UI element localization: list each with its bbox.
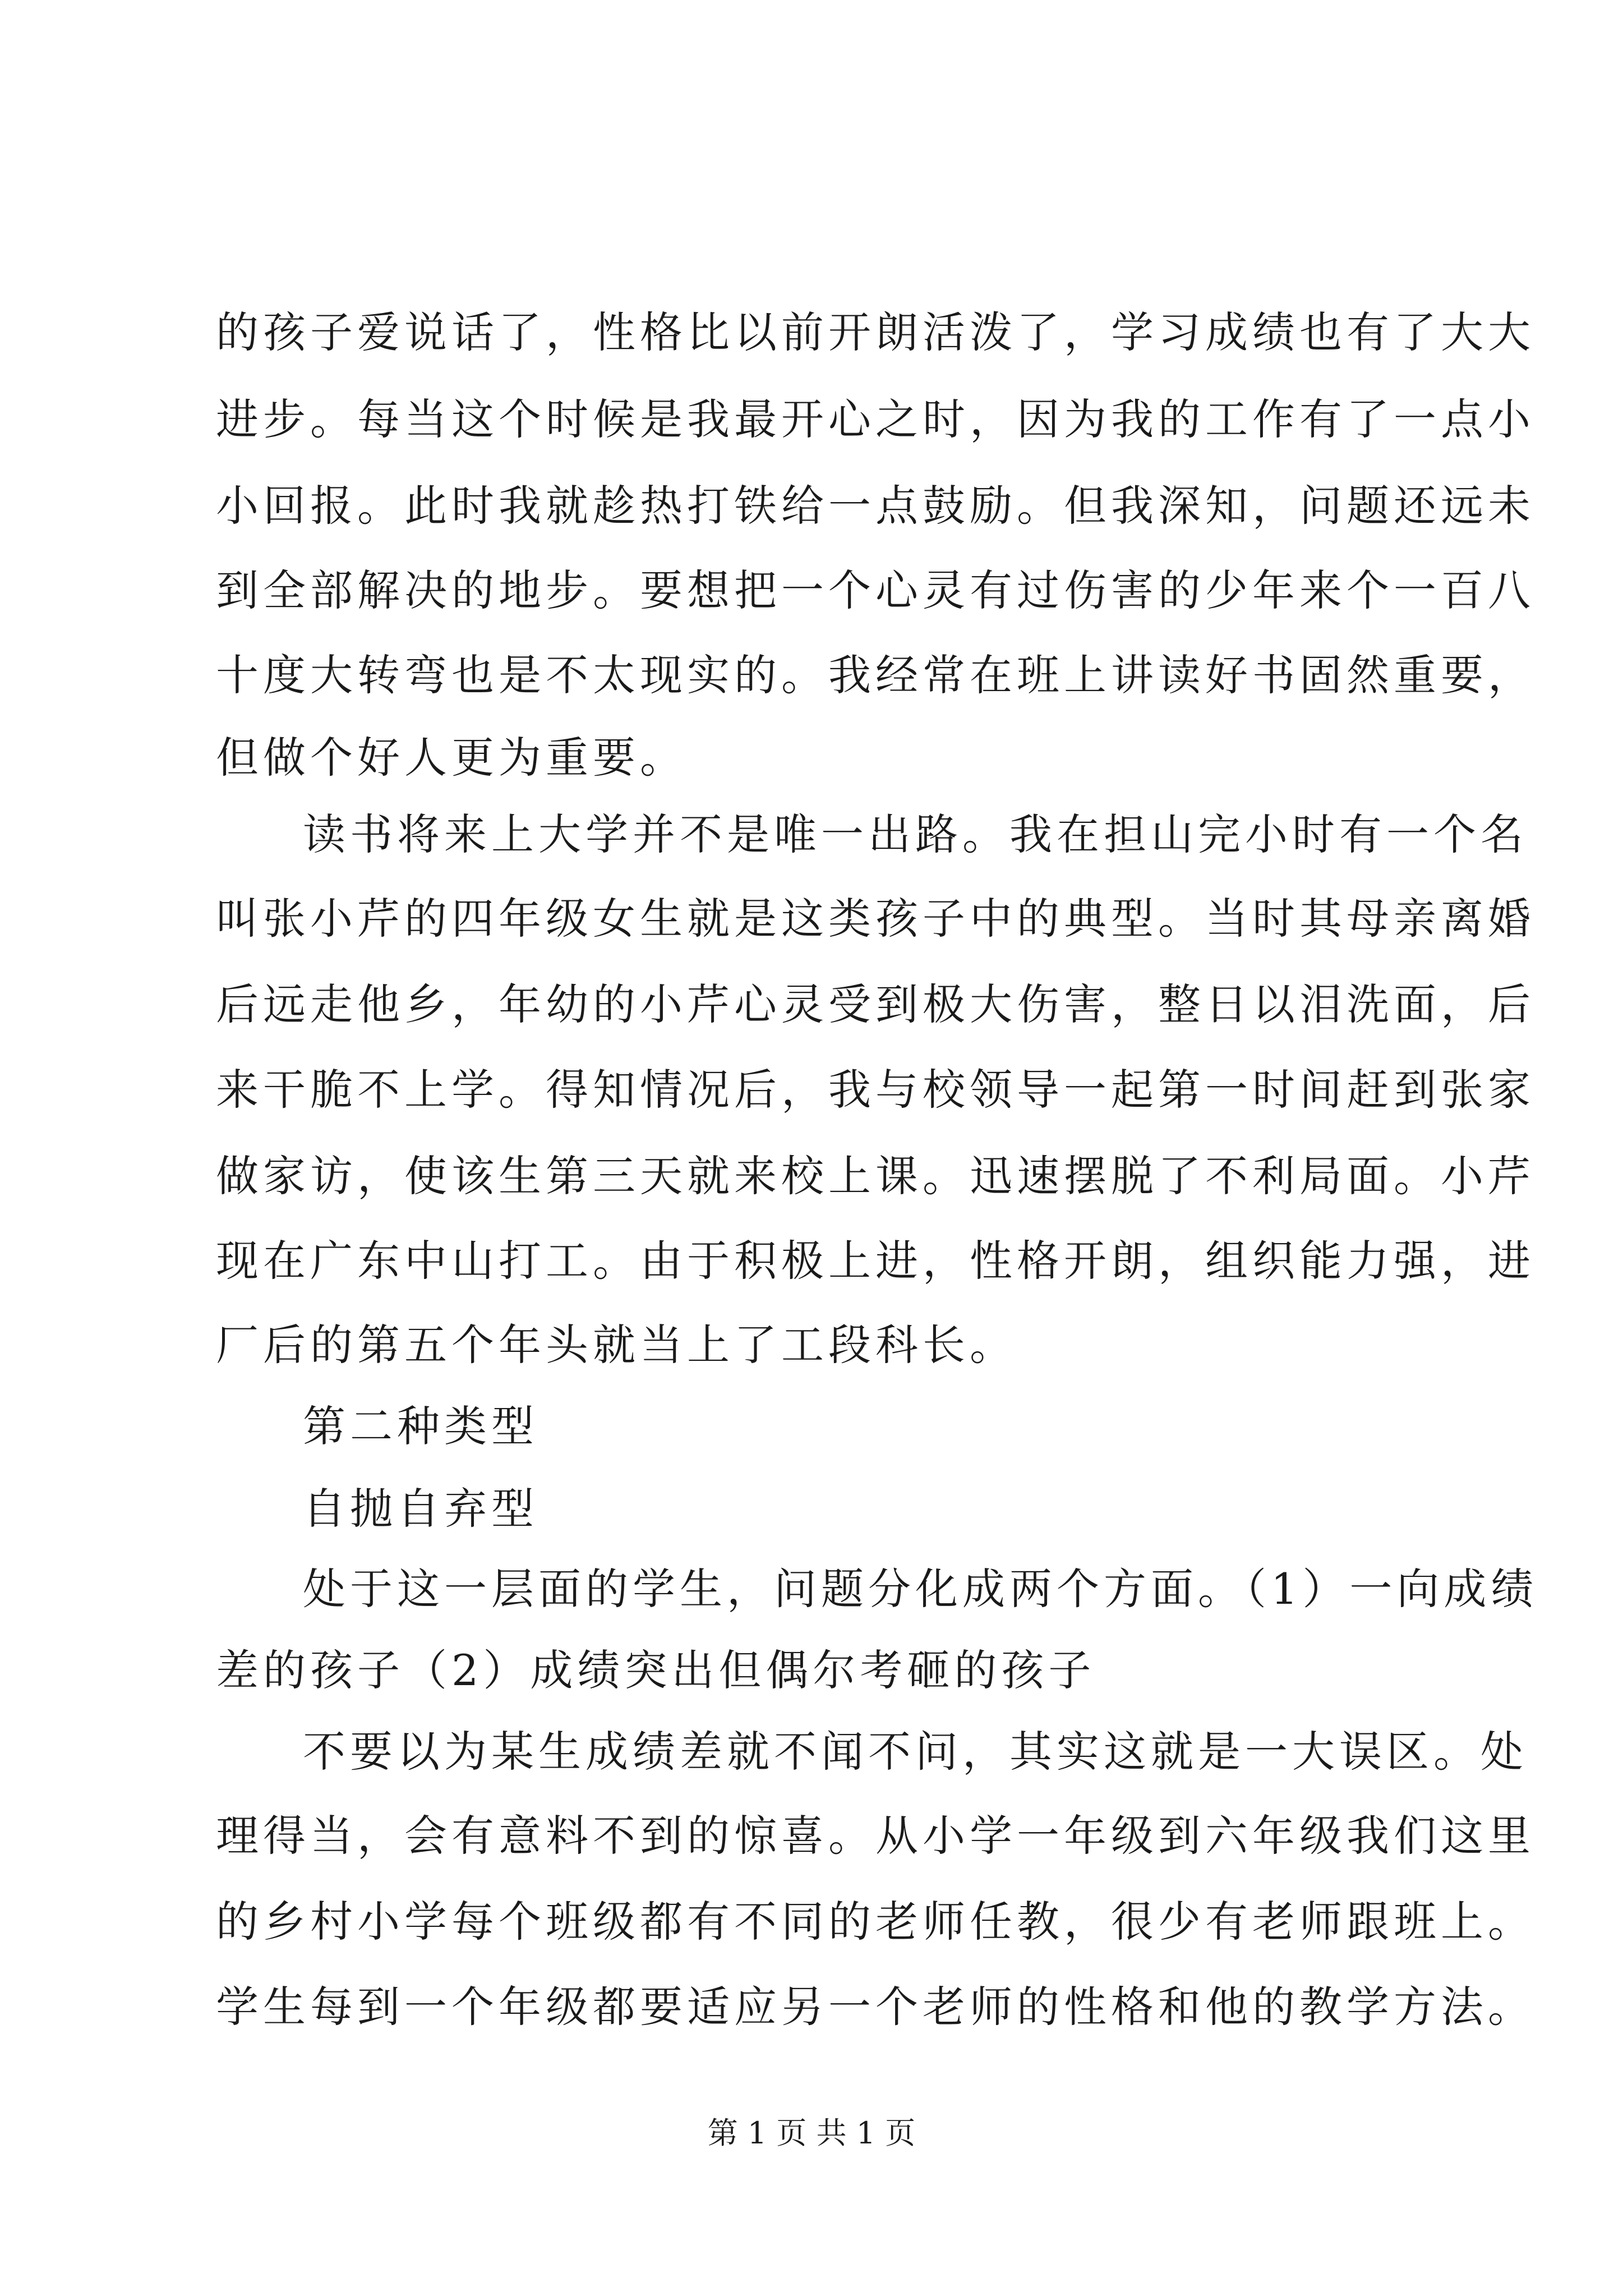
paragraph-first-line: 不要以为某生成绩差就不闻不问，其实这就是一大误区。处	[303, 1727, 1528, 1777]
text-line: 理得当，会有意料不到的惊喜。从小学一年级到六年级我们这里	[216, 1811, 1535, 1861]
text-line: 叫张小芹的四年级女生就是这类孩子中的典型。当时其母亲离婚	[216, 894, 1535, 944]
text-line: 现在广东中山打工。由于积极上进，性格开朗，组织能力强，进	[216, 1236, 1535, 1286]
text-line: 但做个好人更为重要。	[216, 733, 687, 783]
text-line: 小回报。此时我就趁热打铁给一点鼓励。但我深知，问题还远未	[216, 481, 1535, 531]
text-line: 后远走他乡，年幼的小芹心灵受到极大伤害，整日以泪洗面，后	[216, 979, 1535, 1029]
section-subheading: 自抛自弃型	[303, 1484, 538, 1534]
text-line: 的孩子爱说话了，性格比以前开朗活泼了，学习成绩也有了大大	[216, 307, 1535, 357]
text-line: 十度大转弯也是不太现实的。我经常在班上讲读好书固然重要，	[216, 650, 1535, 700]
paragraph-first-line: 处于这一层面的学生，问题分化成两个方面。（1）一向成绩	[303, 1564, 1538, 1614]
text-line: 做家访，使该生第三天就来校上课。迅速摆脱了不利局面。小芹	[216, 1151, 1535, 1201]
text-line: 厂后的第五个年头就当上了工段科长。	[216, 1320, 1017, 1370]
section-heading: 第二种类型	[303, 1401, 538, 1451]
page-number-footer: 第 1 页 共 1 页	[707, 2115, 916, 2151]
text-line: 学生每到一个年级都要适应另一个老师的性格和他的教学方法。	[216, 1982, 1535, 2032]
text-line: 来干脆不上学。得知情况后，我与校领导一起第一时间赶到张家	[216, 1065, 1535, 1115]
text-line: 差的孩子（2）成绩突出但偶尔考砸的孩子	[216, 1645, 1096, 1695]
text-line: 进步。每当这个时候是我最开心之时，因为我的工作有了一点小	[216, 394, 1535, 444]
text-line: 到全部解决的地步。要想把一个心灵有过伤害的少年来个一百八	[216, 565, 1535, 615]
text-line: 的乡村小学每个班级都有不同的老师任教，很少有老师跟班上。	[216, 1897, 1535, 1947]
paragraph-first-line: 读书将来上大学并不是唯一出路。我在担山完小时有一个名	[303, 809, 1528, 859]
